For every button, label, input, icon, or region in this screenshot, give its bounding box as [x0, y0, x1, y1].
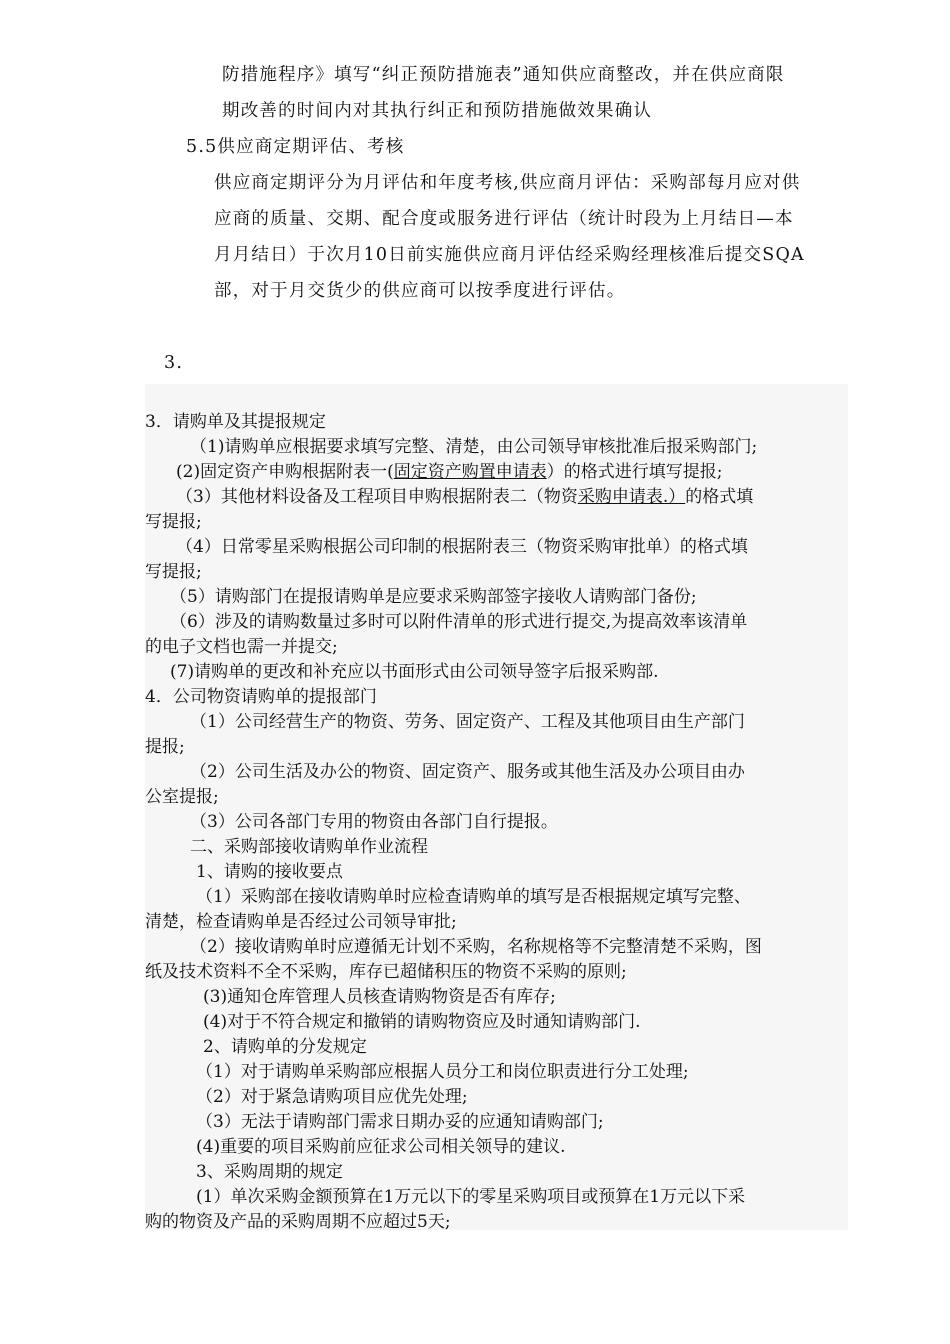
list-item-continued: 购的物资及产品的采购周期不应超过5天;: [145, 1212, 451, 1232]
text-segment: (2)固定资产申购根据附表一(: [176, 462, 394, 482]
list-item: (7)请购单的更改和补充应以书面形式由公司领导签字后报采购部.: [170, 662, 659, 682]
list-item-continued: 清楚，检查请购单是否经过公司领导审批;: [145, 912, 457, 932]
list-item: （1)请购单应根据要求填写完整、清楚，由公司领导审核批准后报采购部门;: [190, 437, 758, 457]
list-item: （1）对于请购单采购部应根据人员分工和岗位职责进行分工处理;: [196, 1062, 689, 1082]
list-item-continued: 写提报;: [145, 512, 202, 532]
list-item: （6）涉及的请购数量过多时可以附件清单的形式进行提交,为提高效率该清单: [170, 612, 748, 632]
list-item: （5）请购部门在提报请购单是应要求采购部签字接收人请购部门备份;: [170, 587, 697, 607]
list-item: （2）接收请购单时应遵循无计划不采购，名称规格等不完整清楚不采购，图: [190, 937, 762, 957]
list-item: （1）采购部在接收请购单时应检查请购单的填写是否根据规定填写完整、: [196, 887, 751, 907]
list-marker: 3.: [164, 353, 184, 373]
section-heading: 二、采购部接收请购单作业流程: [190, 837, 428, 857]
section-heading: 4．公司物资请购单的提报部门: [145, 687, 377, 707]
section-heading: 5.5供应商定期评估、考核: [186, 137, 405, 157]
paragraph-line: 部，对于月交货少的供应商可以按季度进行评估。: [214, 281, 626, 301]
subsection-heading: 3、采购周期的规定: [196, 1162, 343, 1182]
text-segment: ）的格式进行填写提报;: [546, 462, 723, 482]
form-link[interactable]: 固定资产购置申请表: [393, 462, 547, 482]
list-item: (3)通知仓库管理人员核查请购物资是否有库存;: [203, 987, 556, 1007]
subsection-heading: 2、请购单的分发规定: [203, 1037, 367, 1057]
list-item: (4)重要的项目采购前应征求公司相关领导的建议.: [196, 1137, 566, 1157]
list-item-continued: 提报;: [145, 737, 185, 757]
list-item-continued: 写提报;: [145, 562, 202, 582]
text-segment: 的格式填: [685, 487, 754, 507]
paragraph-line: 应商的质量、交期、配合度或服务进行评估（统计时段为上月结日—本: [214, 209, 794, 229]
list-item-continued: 纸及技术资料不全不采购，库存已超储积压的物资不采购的原则;: [145, 962, 627, 982]
text-segment: （3）其他材料设备及工程项目申购根据附表二（物资: [176, 487, 578, 507]
form-link[interactable]: 采购申请表.）: [577, 487, 686, 507]
list-item: [176, 486, 753, 508]
subsection-heading: 1、请购的接收要点: [196, 862, 343, 882]
list-item: （3）公司各部门专用的物资由各部门自行提报。: [190, 812, 558, 832]
paragraph-line: 月月结日）于次月10日前实施供应商月评估经采购经理核准后提交SQA: [214, 245, 805, 265]
paragraph-line: 期改善的时间内对其执行纠正和预防措施做效果确认: [222, 101, 653, 121]
paragraph-line: 防措施程序》填写“纠正预防措施表”通知供应商整改，并在供应商限: [222, 65, 785, 85]
paragraph-line: 供应商定期评分为月评估和年度考核,供应商月评估：采购部每月应对供: [214, 173, 801, 193]
list-item: [176, 461, 722, 483]
section-heading: 3．请购单及其提报规定: [145, 412, 326, 432]
list-item: （2）公司生活及办公的物资、固定资产、服务或其他生活及办公项目由办: [190, 762, 745, 782]
list-item: （2）对于紧急请购项目应优先处理;: [196, 1087, 468, 1107]
list-item: （3）无法于请购部门需求日期办妥的应通知请购部门;: [196, 1112, 604, 1132]
list-item: (1）单次采购金额预算在1万元以下的零星采购项目或预算在1万元以下采: [196, 1187, 746, 1207]
list-item-continued: 公室提报;: [145, 787, 219, 807]
list-item: （4）日常零星采购根据公司印制的根据附表三（物资采购审批单）的格式填: [176, 537, 748, 557]
list-item-continued: 的电子文档也需一并提交;: [145, 637, 338, 657]
list-item: （1）公司经营生产的物资、劳务、固定资产、工程及其他项目由生产部门: [190, 712, 745, 732]
list-item: (4)对于不符合规定和撤销的请购物资应及时通知请购部门.: [203, 1012, 641, 1032]
